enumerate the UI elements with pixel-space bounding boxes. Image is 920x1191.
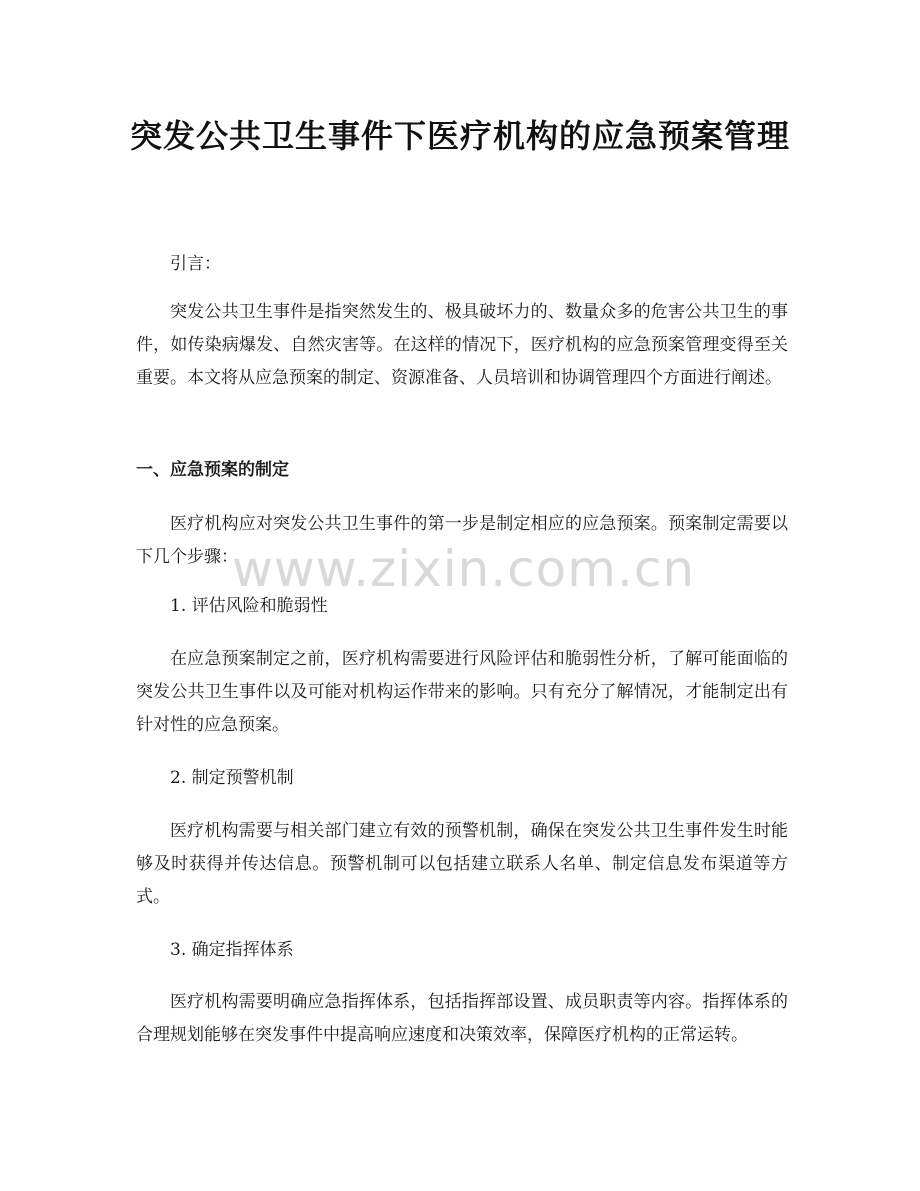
item-3-label: 3. 确定指挥体系 <box>170 940 294 960</box>
section-lead-paragraph: 医疗机构应对突发公共卫生事件的第一步是制定相应的应急预案。预案制定需要以下几个步骤： <box>136 514 788 567</box>
item-3-body: 医疗机构需要明确应急指挥体系，包括指挥部设置、成员职责等内容。指挥体系的合理规划能够在突发事件中提高响应速度和决策效率，保障医疗机构的正常运转。 <box>136 992 788 1045</box>
item-2-label: 2. 制定预警机制 <box>170 768 294 788</box>
item-1-label: 1. 评估风险和脆弱性 <box>170 596 328 616</box>
item-2-body: 医疗机构需要与相关部门建立有效的预警机制，确保在突发公共卫生事件发生时能够及时获得并传达信息。预警机制可以包括建立联系人名单、制定信息发布渠道等方式。 <box>136 821 788 907</box>
document-title: 突发公共卫生事件下医疗机构的应急预案管理 <box>129 117 790 155</box>
item-1-body: 在应急预案制定之前，医疗机构需要进行风险评估和脆弱性分析，了解可能面临的突发公共卫生事件以及可能对机构运作带来的影响。只有充分了解情况，才能制定出有针对性的应急预案。 <box>136 649 788 735</box>
intro-paragraph: 突发公共卫生事件是指突然发生的、极具破坏力的、数量众多的危害公共卫生的事件，如传染病爆发、自然灾害等。在这样的情况下，医疗机构的应急预案管理变得至关重要。本文将从应急预案的制定、资源准备、人员培训和协调管理四个方面进行阐述。 <box>136 302 788 388</box>
watermark-text: www.zixin.com.cn <box>232 540 696 598</box>
section-heading: 一、应急预案的制定 <box>136 460 289 480</box>
intro-label: 引言： <box>170 254 221 274</box>
